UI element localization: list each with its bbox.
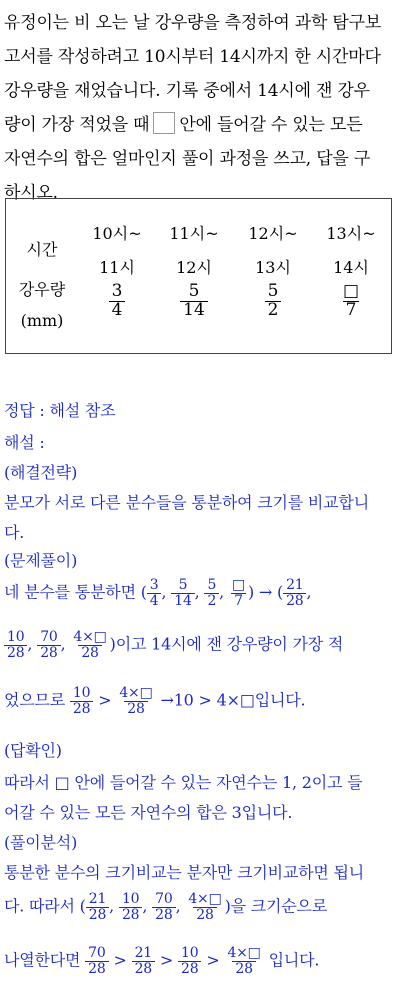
solve-line-3: 었으므로 $\frac{10}{28}$ > $\frac{4\times□}{28}$ →10 > 4×□입니다.	[4, 685, 306, 717]
problem-line-2: 고서를 작성하려고 10시부터 14시까지 한 시간마다	[4, 47, 381, 67]
fraction: $\frac{70}{28}$	[37, 630, 60, 660]
problem-line-1: 유정이는 비 오는 날 강우량을 측정하여 과학 탐구보	[4, 13, 382, 33]
rain-value-3	[238, 283, 308, 320]
problem-line-5: 자연수의 합은 얼마인지 풀이 과정을 쓰고, 답을 구	[4, 149, 371, 169]
check-heading: (답확인)	[4, 741, 62, 760]
time-col-3-bottom: 13시	[255, 258, 291, 277]
row-label-time: 시간	[26, 240, 58, 259]
fraction: $\frac{21}{28}$	[132, 946, 155, 976]
rainfall-table	[5, 198, 392, 354]
fraction: $\frac{□}{7}$	[342, 281, 360, 320]
fraction: $\frac{70}{28}$	[152, 892, 175, 922]
problem-line-4-suffix: 안에 들어갈 수 있는 모든	[179, 115, 363, 135]
fraction: $\frac{10}{28}$	[4, 630, 27, 660]
solve-heading: (문제풀이)	[4, 551, 78, 570]
problem-line-3: 강우량을 재었습니다. 기록 중에서 14시에 잰 강우	[4, 81, 370, 101]
check-line-1: 따라서 □ 안에 들어갈 수 있는 자연수는 1, 2이고 들	[4, 773, 363, 792]
strategy-line-1: 분모가 서로 다른 분수들을 통분하여 크기를 비교합니	[4, 493, 369, 512]
strategy-line-2: 다.	[4, 523, 25, 542]
time-col-1-top: 10시~	[92, 224, 142, 243]
fraction: $\frac{10}{28}$	[178, 946, 201, 976]
fraction: $\frac{10}{28}$	[119, 892, 142, 922]
rain-value-4	[316, 283, 386, 320]
fraction: $\frac{10}{28}$	[70, 686, 93, 716]
problem-text	[4, 6, 398, 210]
time-col-4-top: 13시~	[326, 224, 376, 243]
answer-line: 정답 : 해설 참조	[4, 401, 116, 420]
analysis-heading: (풀이분석)	[4, 833, 78, 852]
analysis-line-3: 나열한다면 $\frac{70}{28}$ > $\frac{21}{28}$ > $\frac{10}{28}$ > $\frac{4\times□}{28}$ 입니다.	[4, 945, 320, 977]
fraction: $\frac{5}{2}$	[204, 578, 219, 608]
fraction: $\frac{5}{14}$	[171, 578, 194, 608]
problem-line-4	[4, 108, 398, 142]
time-col-1-bottom: 11시	[99, 258, 135, 277]
problem-line-6: 하시오.	[4, 183, 58, 203]
blank-box-icon	[153, 112, 175, 134]
fraction: $\frac{3}{4}$	[109, 283, 126, 320]
fraction: $\frac{21}{28}$	[86, 892, 109, 922]
fraction: $\frac{4\times□}{28}$	[119, 685, 153, 717]
time-col-2-bottom: 12시	[176, 258, 212, 277]
time-col-4-bottom: 14시	[333, 258, 369, 277]
fraction: $\frac{5}{2}$	[265, 283, 282, 320]
row-label-rain: 강우량	[18, 280, 66, 299]
analysis-line-1: 통분한 분수의 크기비교는 분자만 크기비교하면 됩니	[4, 863, 365, 882]
fraction: $\frac{3}{4}$	[147, 578, 162, 608]
solve-line-2: $\frac{10}{28}$ , $\frac{70}{28}$ , $\frac{4\times□}{28}$ )이고 14시에 잰 강우량이 가장 적	[4, 630, 343, 660]
analysis-line-2: 다. 따라서 ( $\frac{21}{28}$ , $\frac{10}{28}$ , $\frac{70}{28}$ , $\frac{4\times□}{28}$ )을 크기순으로	[4, 891, 328, 923]
explain-label: 해설 :	[4, 433, 45, 452]
rain-value-2	[159, 283, 229, 320]
fraction: $\frac{21}{28}$	[283, 578, 306, 608]
time-col-2-top: 11시~	[169, 224, 219, 243]
rain-value-1	[82, 283, 152, 320]
time-col-3-top: 12시~	[248, 224, 298, 243]
fraction: $\frac{4\times□}{28}$	[188, 891, 222, 923]
fraction: $\frac{□}{7}$	[231, 577, 245, 609]
check-line-2: 어갈 수 있는 모든 자연수의 합은 3입니다.	[4, 803, 293, 822]
problem-line-4-prefix: 량이 가장 적었을 때	[4, 115, 150, 135]
row-label-unit: (mm)	[20, 311, 64, 330]
fraction: $\frac{4\times□}{28}$	[73, 629, 107, 661]
fraction: $\frac{70}{28}$	[85, 946, 108, 976]
solve-line-1: 네 분수를 통분하면 ( $\frac{3}{4}$ , $\frac{5}{14}$ , $\frac{5}{2}$ , $\frac{□}{7}$ ) → ( $\frac{21}{28}$ ,	[4, 577, 312, 609]
fraction: $\frac{5}{14}$	[180, 283, 208, 320]
strategy-heading: (해결전략)	[4, 463, 78, 482]
fraction: $\frac{4\times□}{28}$	[227, 945, 261, 977]
